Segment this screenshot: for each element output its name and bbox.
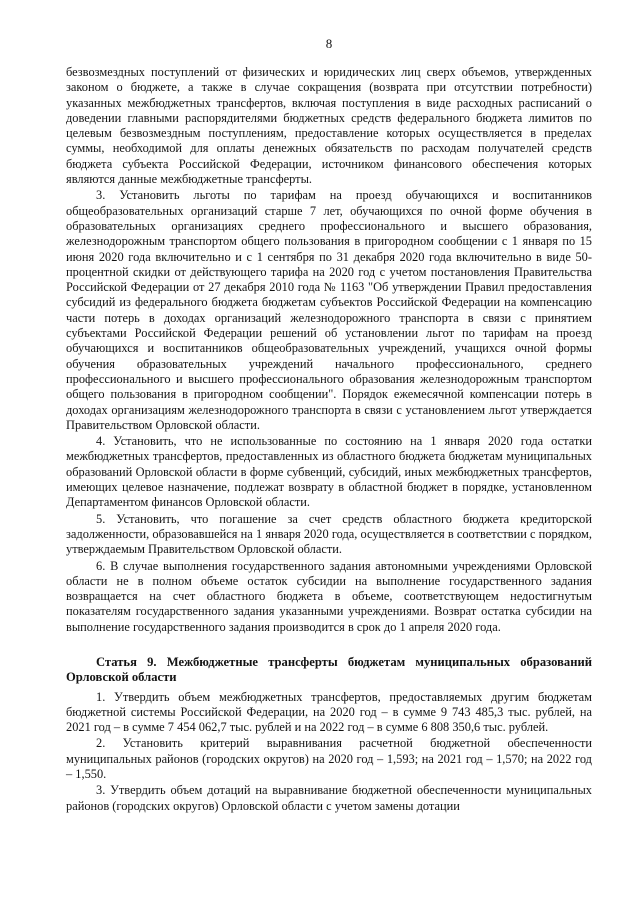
paragraph-item-6: 6. В случае выполнения государственного задания автономными учреждениями Орловской области не в полном объеме остаток субсидии на выполнение государственного задания возвращается на счет областного бюджета в объеме, соответствующем недостигнутым показателям государственного задания указанными учреждениями. Возврат остатка субсидии на выполнение государственного задания производится в срок до 1 апреля 2020 года. [66, 558, 592, 634]
article9-item-2: 2. Установить критерий выравнивания расчетной бюджетной обеспеченности муниципальных районов (городских округов) на 2020 год – 1,593; на 2021 год – 1,570; на 2022 год – 1,550. [66, 736, 592, 782]
article9-item-1: 1. Утвердить объем межбюджетных трансфертов, предоставляемых другим бюджетам бюджетной системы Российской Федерации, на 2020 год – в сумме 9 743 485,3 тыс. рублей, на 2021 год – в сумме 7 454 062,7 тыс. рублей и на 2022 год – в сумме 6 808 350,6 тыс. рублей. [66, 689, 592, 735]
article9-item-3: 3. Утвердить объем дотаций на выравнивание бюджетной обеспеченности муниципальных районов (городских округов) Орловской области с учетом замены дотации [66, 783, 592, 813]
article-heading: Статья 9. Межбюджетные трансферты бюджетам муниципальных образований Орловской области [66, 654, 592, 685]
paragraph-item-3: 3. Установить льготы по тарифам на проезд обучающихся и воспитанников общеобразовательных организаций старше 7 лет, обучающихся по очной форме обучения в образовательных организациях среднего профессионального и высшего образования, железнодорожным транспортом общего пользования в пригородном сообщении с 1 января по 15 июня 2020 года включительно и с 1 сентября по 31 декабря 2020 года включительно в виде 50-процентной скидки от действующего тарифа на 2020 год с учетом постановления Правительства Российской Федерации от 27 декабря 2010 года № 1163 "Об утверждении Правил предоставления субсидий из федерального бюджета бюджетам субъектов Российской Федерации на компенсацию части потерь в доходах организаций железнодорожного транспорта в связи с принятием субъектами Российской Федерации решений об установлении льгот по тарифам на проезд обучающихся и воспитанников общеобразовательных учреждений, учащихся очной формы обучения образовательных учреждений начального профессионального, среднего профессионального и высшего профессионального образования железнодорожным транспортом общего пользования в пригородном сообщении". Порядок ежемесячной компенсации потерь в доходах организациям железнодорожного транспорта в связи с установлением льгот утверждается Правительством Орловской области. [66, 188, 592, 432]
paragraph-continuation: безвозмездных поступлений от физических и юридических лиц сверх объемов, утвержденных законом о бюджете, а также в случае сокращения (возврата при отсутствии потребности) указанных межбюджетных трансфертов, включая поступления в виде расходных расписаний о доведении главными распорядителями бюджетных средств федерального бюджета лимитов по целевым безвозмездным поступлениям, предоставление которых осуществляется в пределах суммы, необходимой для оплаты денежных обязательств по расходам получателей средств бюджета субъекта Российской Федерации, источником финансового обеспечения которых являются данные межбюджетные трансферты. [66, 65, 592, 187]
paragraph-item-4: 4. Установить, что не использованные по состоянию на 1 января 2020 года остатки межбюджетных трансфертов, предоставленных из областного бюджета бюджетам муниципальных образований Орловской области в форме субвенций, субсидий, иных межбюджетных трансфертов, имеющих целевое назначение, подлежат возврату в областной бюджет в порядке, установленном Департаментом финансов Орловской области. [66, 434, 592, 510]
page-number: 8 [325, 36, 333, 51]
paragraph-item-5: 5. Установить, что погашение за счет средств областного бюджета кредиторской задолженности, образовавшейся на 1 января 2020 года, осуществляется в соответствии с порядком, утверждаемым Правительством Орловской области. [66, 511, 592, 557]
